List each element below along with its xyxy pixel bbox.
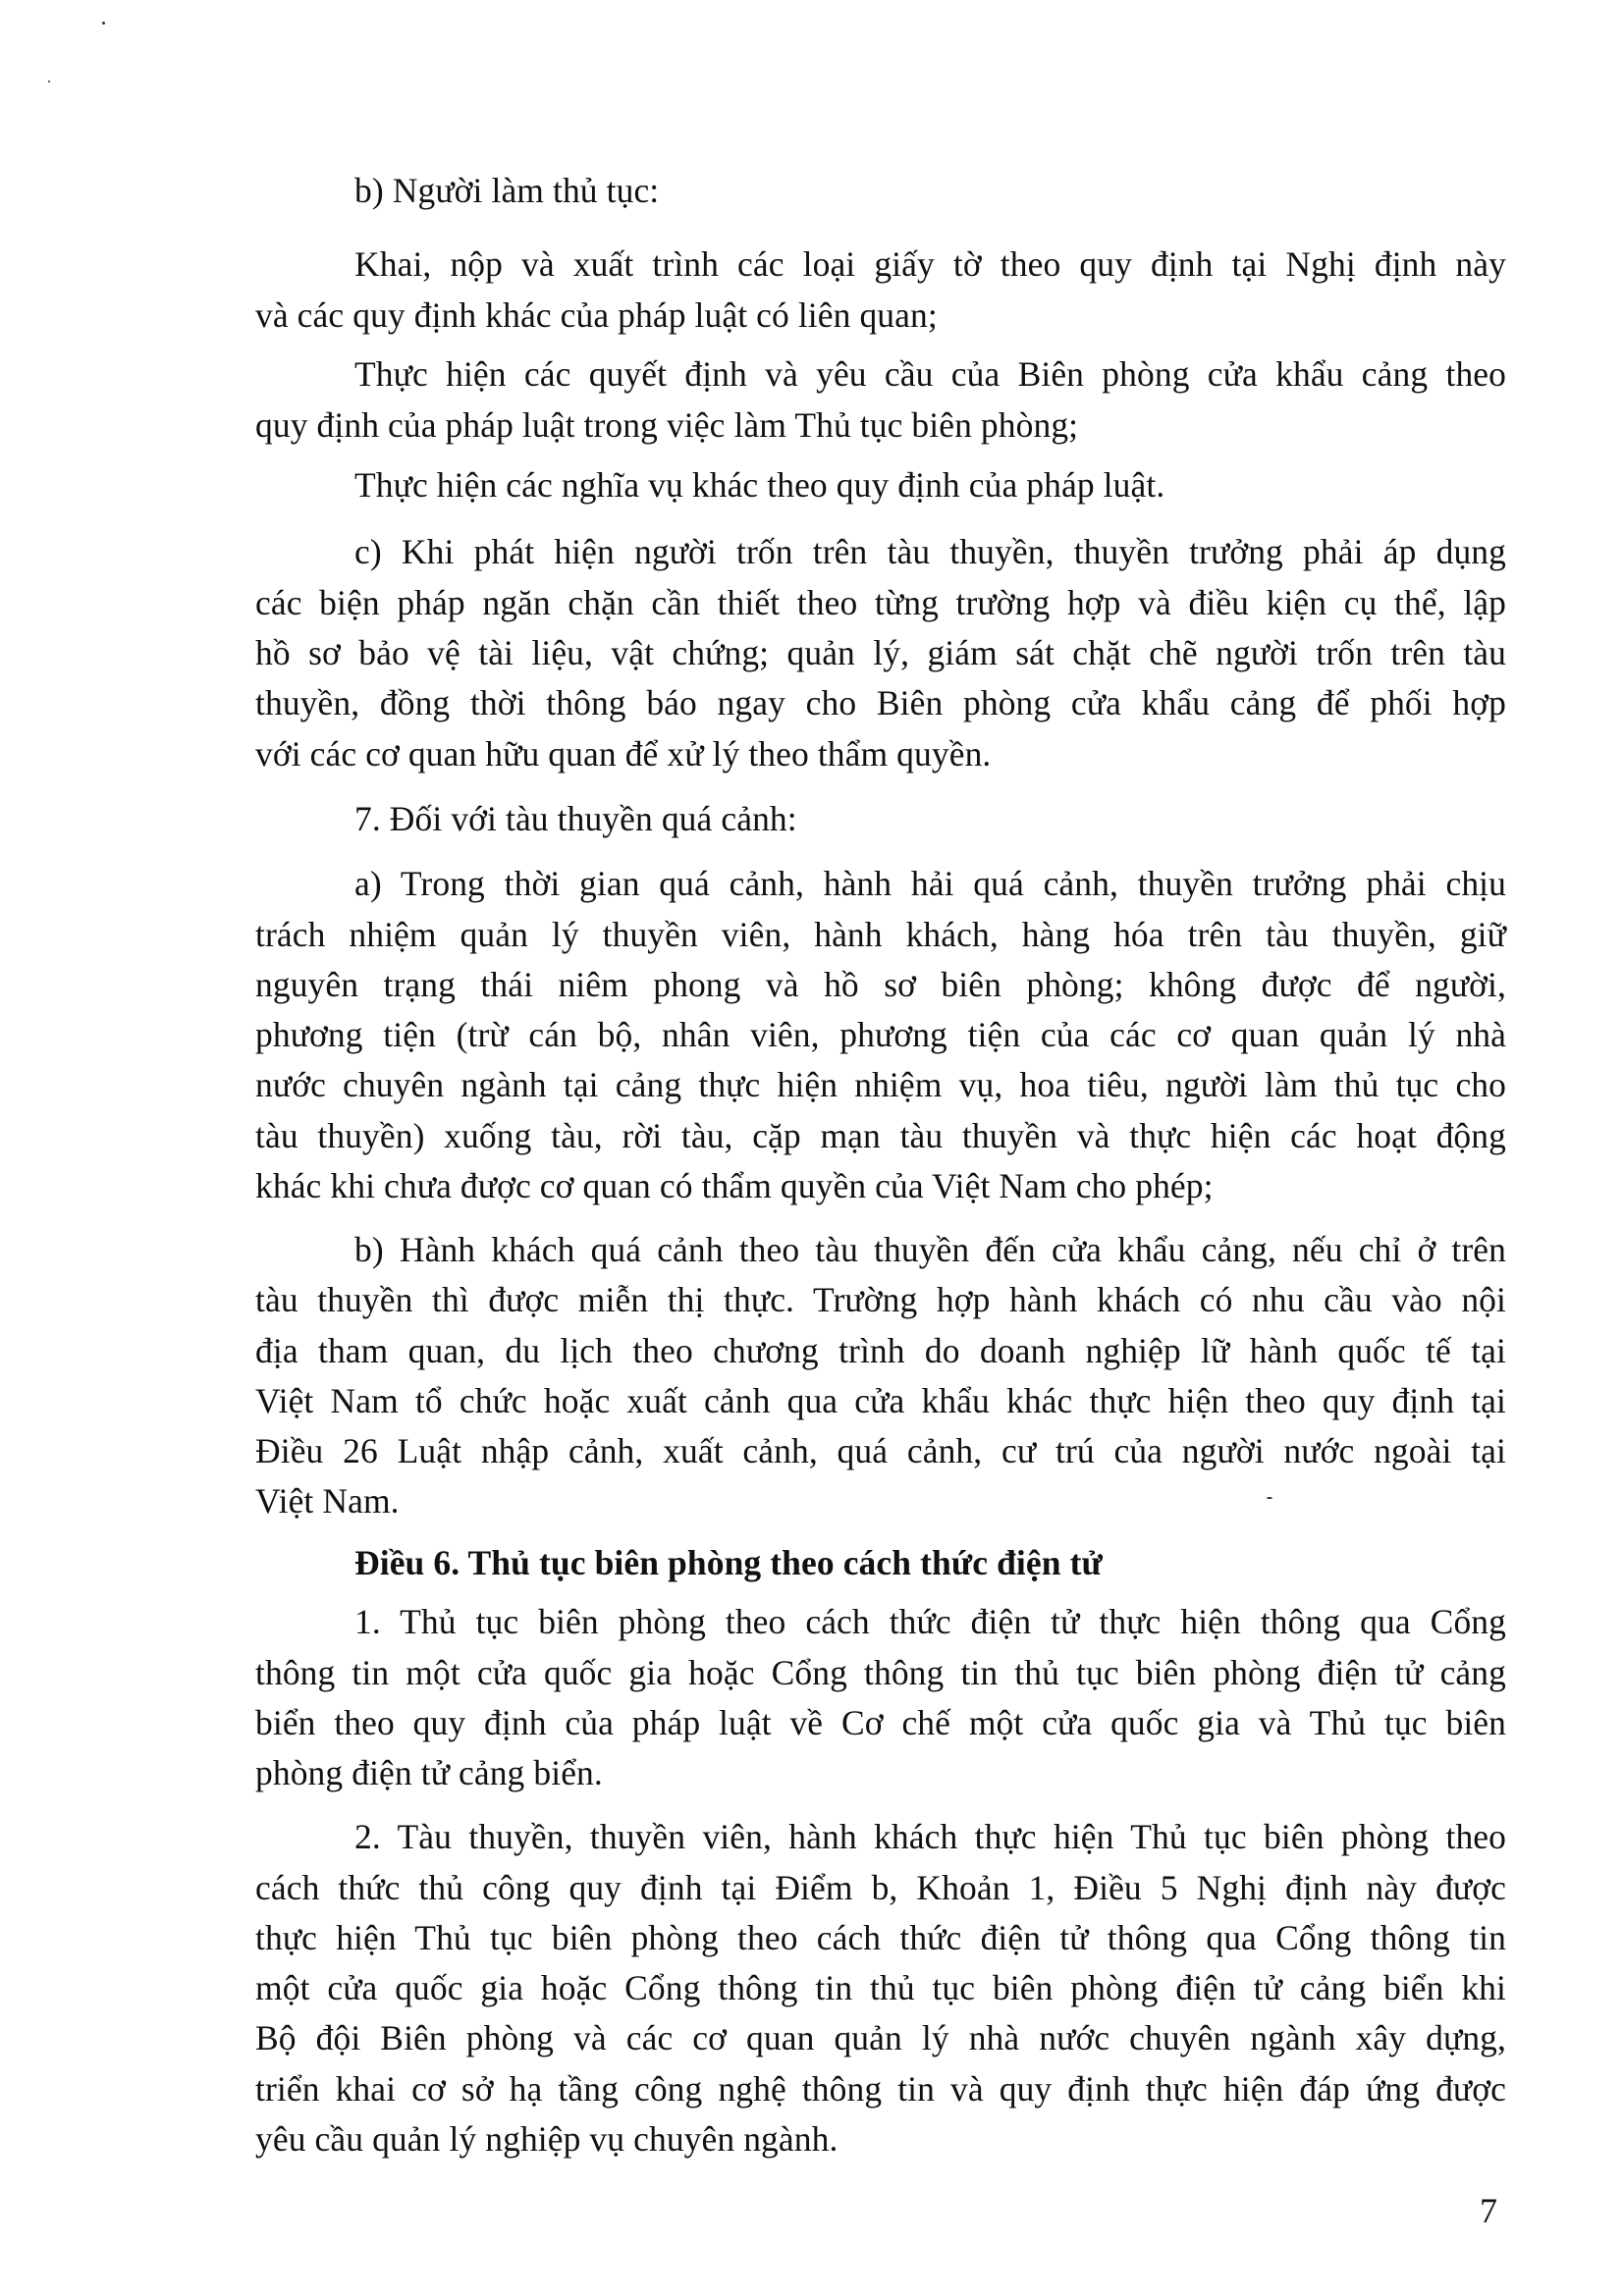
text-line-7: c) Khi phát hiện người trốn trên tàu thuyền, thuyền trưởng phải áp dụng: [354, 532, 1506, 571]
text-line-34: một cửa quốc gia hoặc Cổng thông tin thủ tục biên phòng điện tử cảng biển khi: [255, 1968, 1506, 2007]
text-line-24: Điều 26 Luật nhập cảnh, xuất cảnh, quá cảnh, cư trú của người nước ngoài tại: [255, 1431, 1506, 1470]
text-line-19: khác khi chưa được cơ quan có thẩm quyền của Việt Nam cho phép;: [255, 1166, 1214, 1205]
scan-speck: [48, 80, 50, 82]
text-line-36: triển khai cơ sở hạ tầng công nghệ thông tin và quy định thực hiện đáp ứng được: [255, 2069, 1506, 2109]
text-line-6: Thực hiện các nghĩa vụ khác theo quy định của pháp luật.: [354, 465, 1165, 505]
article-heading: Điều 6. Thủ tục biên phòng theo cách thức điện tử: [354, 1543, 1103, 1582]
text-line-15: nguyên trạng thái niêm phong và hồ sơ biên phòng; không được để người,: [255, 965, 1506, 1004]
page-number: 7: [1480, 2191, 1497, 2230]
text-line-18: tàu thuyền) xuống tàu, rời tàu, cặp mạn tàu thuyền và thực hiện các hoạt động: [255, 1116, 1506, 1155]
text-line-14: trách nhiệm quản lý thuyền viên, hành khách, hàng hóa trên tàu thuyền, giữ: [255, 915, 1506, 954]
text-line-30: phòng điện tử cảng biển.: [255, 1753, 603, 1792]
text-line-13: a) Trong thời gian quá cảnh, hành hải quá cảnh, thuyền trưởng phải chịu: [354, 864, 1506, 903]
text-line-25: Việt Nam.: [255, 1481, 400, 1521]
text-line-22: địa tham quan, du lịch theo chương trình do doanh nghiệp lữ hành quốc tế tại: [255, 1331, 1506, 1370]
text-line-4: Thực hiện các quyết định và yêu cầu của Biên phòng cửa khẩu cảng theo: [354, 354, 1506, 394]
text-line-35: Bộ đội Biên phòng và các cơ quan quản lý nhà nước chuyên ngành xây dựng,: [255, 2018, 1506, 2057]
text-line-29: biển theo quy định của pháp luật về Cơ chế một cửa quốc gia và Thủ tục biên: [255, 1703, 1506, 1742]
text-line-23: Việt Nam tổ chức hoặc xuất cảnh qua cửa khẩu khác thực hiện theo quy định tại: [255, 1381, 1506, 1420]
text-line-28: thông tin một cửa quốc gia hoặc Cổng thông tin thủ tục biên phòng điện tử cảng: [255, 1653, 1506, 1692]
text-line-8: các biện pháp ngăn chặn cần thiết theo từng trường hợp và điều kiện cụ thể, lập: [255, 583, 1506, 622]
text-line-1: b) Người làm thủ tục:: [354, 171, 660, 210]
text-line-2: Khai, nộp và xuất trình các loại giấy tờ theo quy định tại Nghị định này: [354, 244, 1506, 284]
text-line-31: 2. Tàu thuyền, thuyền viên, hành khách thực hiện Thủ tục biên phòng theo: [354, 1817, 1506, 1856]
text-line-27: 1. Thủ tục biên phòng theo cách thức điện tử thực hiện thông qua Cổng: [354, 1602, 1506, 1641]
text-line-17: nước chuyên ngành tại cảng thực hiện nhiệm vụ, hoa tiêu, người làm thủ tục cho: [255, 1065, 1506, 1104]
text-line-16: phương tiện (trừ cán bộ, nhân viên, phương tiện của các cơ quan quản lý nhà: [255, 1015, 1506, 1054]
text-line-37: yêu cầu quản lý nghiệp vụ chuyên ngành.: [255, 2119, 839, 2159]
text-line-11: với các cơ quan hữu quan để xử lý theo thẩm quyền.: [255, 734, 992, 774]
text-line-5: quy định của pháp luật trong việc làm Thủ tục biên phòng;: [255, 405, 1079, 445]
scan-speck: [102, 22, 105, 25]
text-line-32: cách thức thủ công quy định tại Điểm b, Khoản 1, Điều 5 Nghị định này được: [255, 1868, 1506, 1907]
text-line-33: thực hiện Thủ tục biên phòng theo cách thức điện tử thông qua Cổng thông tin: [255, 1918, 1506, 1957]
text-line-9: hồ sơ bảo vệ tài liệu, vật chứng; quản lý, giám sát chặt chẽ người trốn trên tàu: [255, 633, 1506, 672]
scan-speck: [1267, 1497, 1272, 1499]
text-line-3: và các quy định khác của pháp luật có liên quan;: [255, 295, 938, 335]
text-line-12: 7. Đối với tàu thuyền quá cảnh:: [354, 799, 797, 838]
text-line-21: tàu thuyền thì được miễn thị thực. Trường hợp hành khách có nhu cầu vào nội: [255, 1280, 1506, 1319]
text-line-20: b) Hành khách quá cảnh theo tàu thuyền đến cửa khẩu cảng, nếu chỉ ở trên: [354, 1230, 1506, 1269]
text-line-10: thuyền, đồng thời thông báo ngay cho Biên phòng cửa khẩu cảng để phối hợp: [255, 683, 1506, 722]
